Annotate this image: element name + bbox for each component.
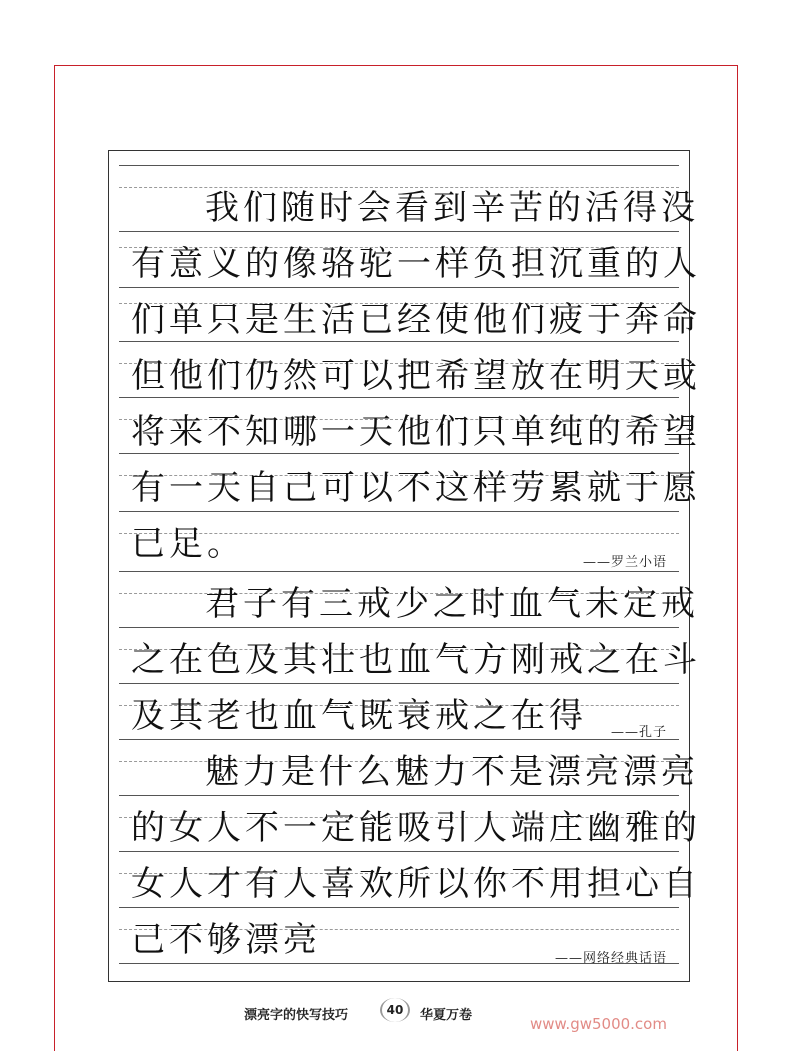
passage-3-line-3: 女人才有人喜欢所以你不用担心自 (131, 864, 701, 904)
passage-1-line-3: 们单只是生活已经使他们疲于奔命 (131, 300, 701, 340)
writing-sheet (108, 150, 701, 982)
watermark-url: www.gw5000.com (530, 1015, 667, 1033)
ruled-line (119, 907, 679, 908)
passage-1-line-1: 我们随时会看到辛苦的活得没 (205, 188, 699, 228)
passage-3-line-1: 魅力是什么魅力不是漂亮漂亮 (205, 752, 699, 792)
passage-3-line-4: 己不够漂亮 (131, 920, 321, 960)
page-number: 40 (380, 998, 410, 1022)
passage-1-line-2: 有意义的像骆驼一样负担沉重的人 (131, 244, 701, 284)
ruled-line (119, 571, 679, 572)
ruled-line (119, 795, 679, 796)
ruled-line (119, 739, 679, 740)
ruled-line (119, 627, 679, 628)
page-footer (244, 998, 544, 1026)
passage-1-line-4: 但他们仍然可以把希望放在明天或 (131, 356, 701, 396)
passage-1-line-6: 有一天自己可以不这样劳累就于愿 (131, 468, 701, 508)
publisher-name: 华夏万卷 (420, 1008, 473, 1023)
passage-3-attribution: ——网络经典话语 (554, 951, 667, 966)
passage-2-line-1: 君子有三戒少之时血气未定戒 (205, 584, 699, 624)
ruled-line (119, 231, 679, 232)
passage-1-line-5: 将来不知哪一天他们只单纯的希望 (131, 412, 701, 452)
ruled-line (119, 511, 679, 512)
ruled-line (119, 165, 679, 166)
passage-2-attribution: ——孔子 (610, 725, 667, 740)
passage-1-attribution: ——罗兰小语 (582, 555, 667, 570)
book-title: 漂亮字的快写技巧 (244, 1008, 349, 1023)
ruled-line (119, 287, 679, 288)
ruled-line (119, 851, 679, 852)
passage-3-line-2: 的女人不一定能吸引人端庄幽雅的 (131, 808, 701, 848)
ruled-line (119, 683, 679, 684)
passage-1-line-7: 已足。 (131, 524, 245, 564)
passage-2-line-2: 之在色及其壮也血气方刚戒之在斗 (131, 640, 701, 680)
passage-2-line-3: 及其老也血气既衰戒之在得 (131, 696, 587, 736)
